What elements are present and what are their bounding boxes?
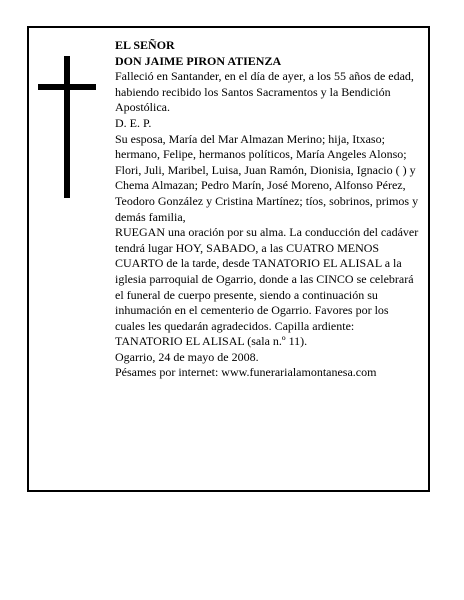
family-list: Su esposa, María del Mar Almazan Merino; hija, Itxaso; hermano, Felipe, hermanos políticos, María Angeles Alonso; Flori, Juli, Maribel, Luisa, Juan Ramón, Dionisia, Ignacio ( ) y Chema Almazan; Pedro Marín, José Moreno, Alfonso Pérez, Teodoro González y Cristina Martínez; tíos, sobrinos, primos y demás familia, [115, 131, 419, 224]
title-line-1: EL SEÑOR [115, 38, 175, 52]
place-and-date: Ogarrio, 24 de mayo de 2008. [115, 349, 259, 364]
death-statement: Falleció en Santander, en el día de ayer, a los 55 años de edad, habiendo recibido los Santos Sacramentos y la Bendición Apostólica. [115, 69, 414, 115]
cross-icon-horizontal-bar [38, 84, 96, 90]
cross-icon-vertical-bar [64, 56, 70, 198]
deceased-name: DON JAIME PIRON ATIENZA [115, 53, 282, 68]
prayer-request: RUEGAN una oración por su alma. La conducción del cadáver tendrá lugar HOY, SABADO, a las CUATRO MENOS CUARTO de la tarde, desde TANATORIO EL ALISAL a la iglesia parroquial de Ogarrio, donde a las CINCO se celebrará el funeral de cuerpo presente, siendo a continuación su inhumación en el cementerio de Ogarrio. Favores por los cuales les quedarán agradecidos. Capilla ardiente: TANATORIO EL ALISAL (sala n.º 11). [115, 225, 419, 349]
dep-abbreviation: D. E. P. [115, 115, 152, 130]
obituary-text [115, 38, 420, 381]
condolences-line: Pésames por internet: www.funerarialamontanesa.com [115, 365, 377, 380]
